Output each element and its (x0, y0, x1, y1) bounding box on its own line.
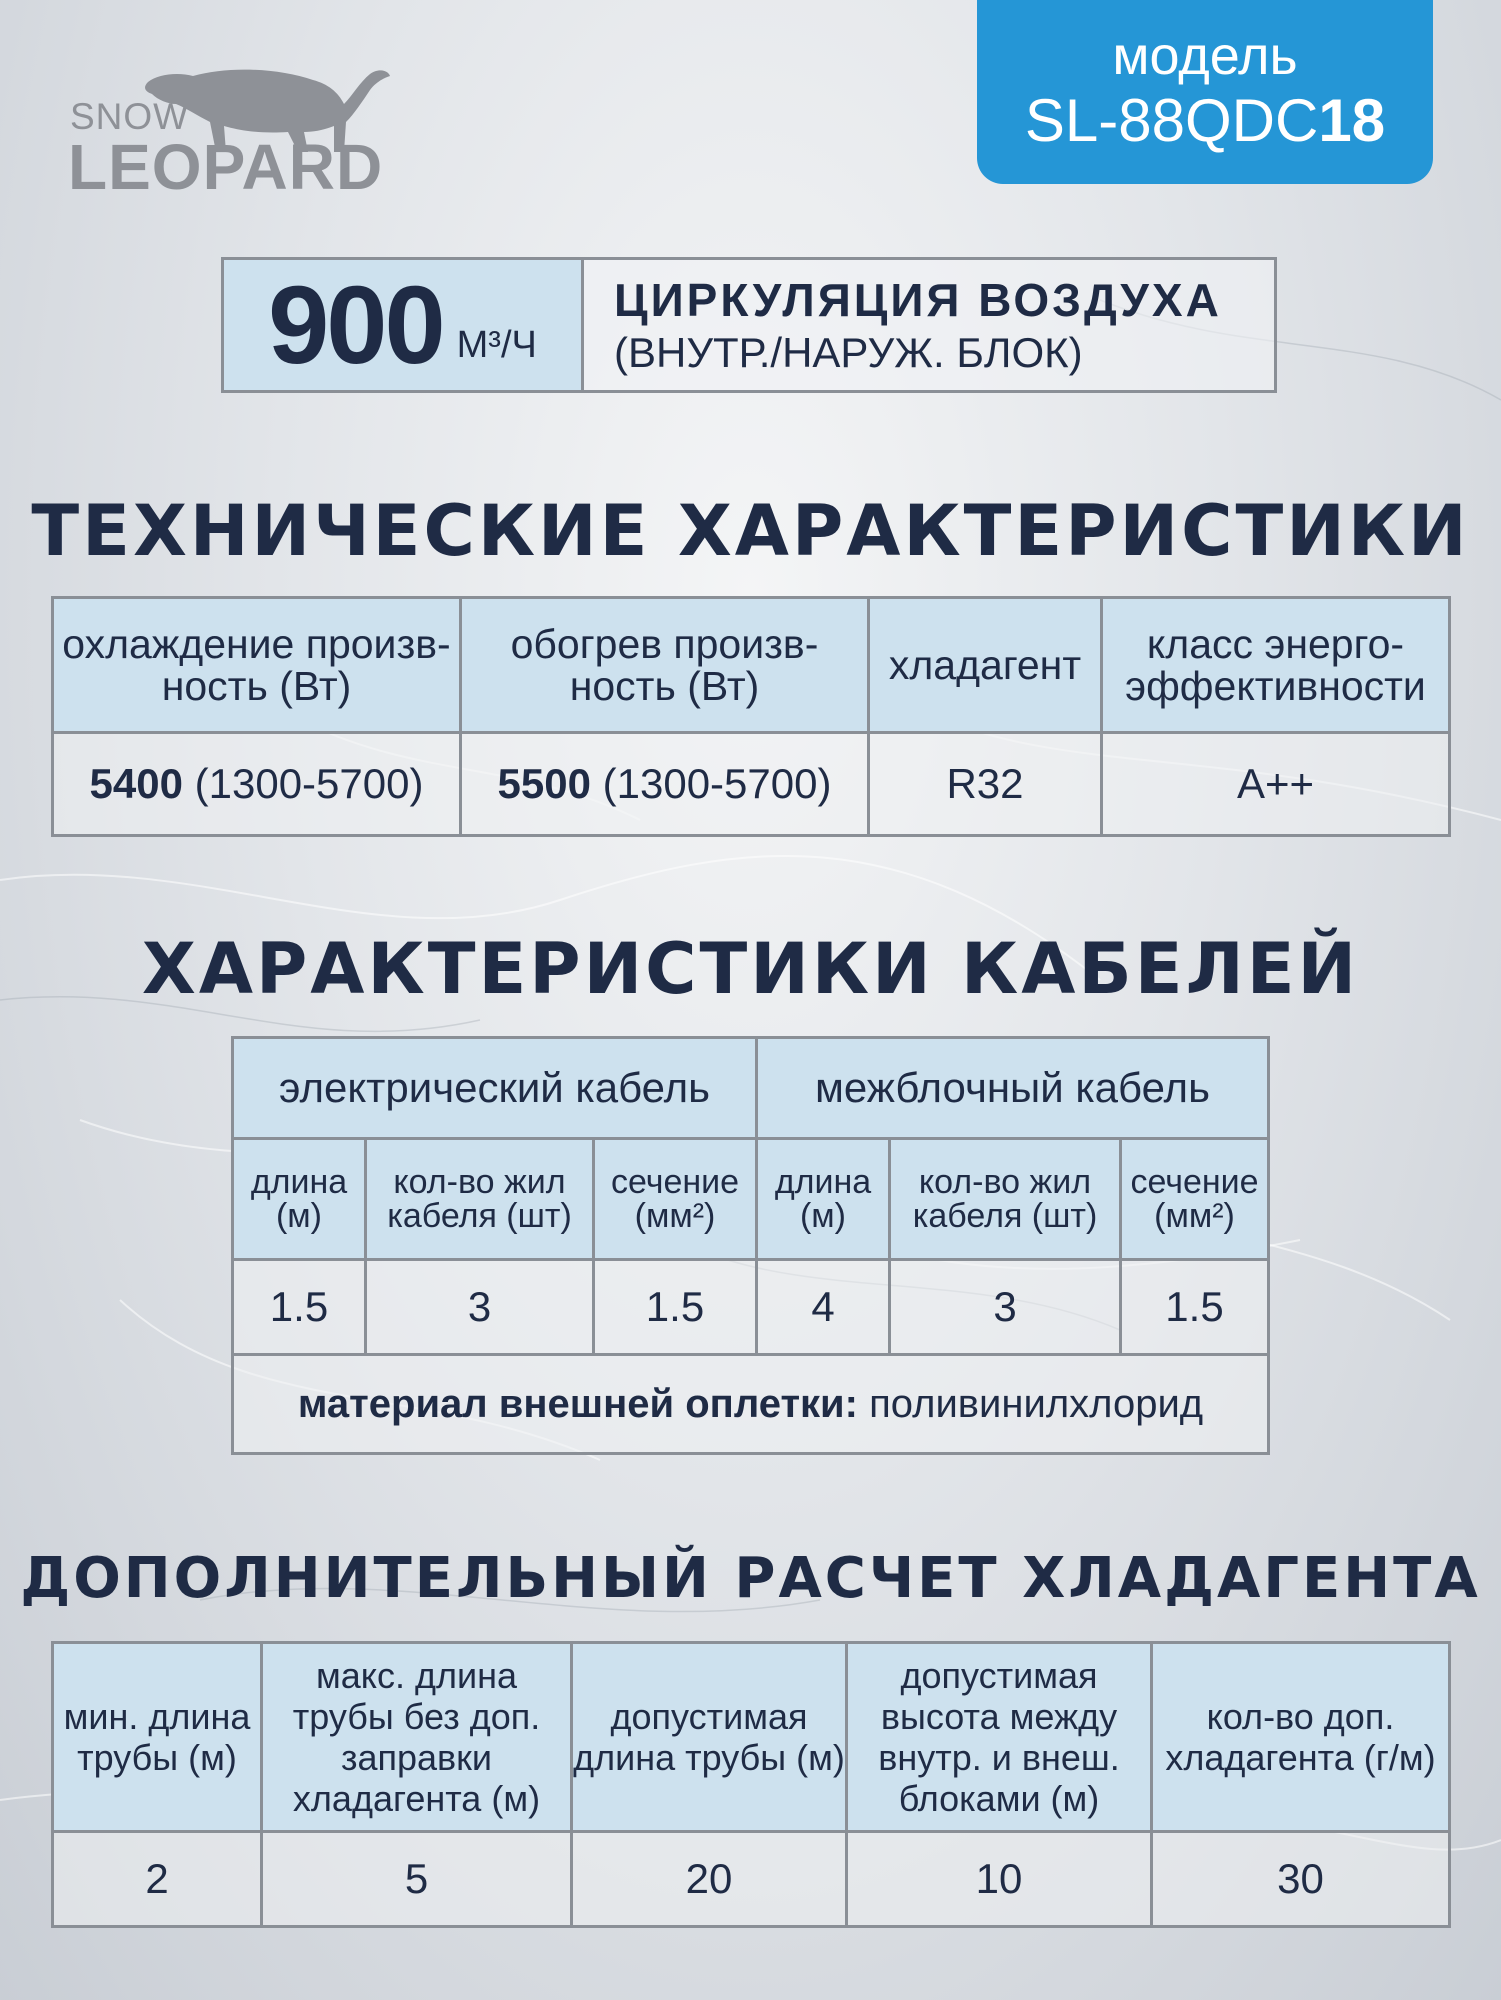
cell-interunit-length: 4 (757, 1260, 890, 1355)
cell-allowed-height: 10 (847, 1832, 1152, 1927)
header-cooling: охлаждение произв-ность (Вт) (53, 598, 461, 733)
table-footer-row (233, 1355, 1269, 1454)
cell-min-pipe-length: 2 (53, 1832, 262, 1927)
header-electric-cable: электрический кабель (233, 1038, 757, 1139)
subheader-length: длина (м) (757, 1139, 890, 1260)
model-code (977, 88, 1433, 154)
subheader-section: сечение (мм²) (1121, 1139, 1269, 1260)
subheader-section: сечение (мм²) (594, 1139, 757, 1260)
cooling-main-value: 5400 (89, 760, 183, 807)
table-header-row (53, 1643, 1450, 1832)
airflow-value-cell (224, 260, 584, 390)
heating-range: (1300-5700) (602, 760, 832, 807)
brand-logo (68, 52, 398, 203)
table-header-row (53, 598, 1450, 733)
table-row (233, 1260, 1269, 1355)
model-code-prefix: SL-88QDC (1024, 87, 1319, 154)
cell-cooling (53, 733, 461, 836)
header-max-pipe-no-charge: макс. длина трубы без доп. заправки хладагента (м) (262, 1643, 572, 1832)
model-label: модель (1112, 26, 1298, 86)
cell-sheath-material (233, 1355, 1269, 1454)
cables-section-title: ХАРАКТЕРИСТИКИ КАБЕЛЕЙ (141, 928, 1360, 1010)
airflow-title: ЦИРКУЛЯЦИЯ ВОЗДУХА (614, 274, 1222, 326)
table-header-row (233, 1038, 1269, 1139)
airflow-description (584, 260, 1274, 390)
subheader-length: длина (м) (233, 1139, 366, 1260)
airflow-box (221, 257, 1277, 393)
cell-interunit-cores: 3 (890, 1260, 1121, 1355)
cell-energy-class: A++ (1102, 733, 1450, 836)
cell-allowed-pipe-length: 20 (572, 1832, 847, 1927)
airflow-subtitle: (ВНУТР./НАРУЖ. БЛОК) (614, 329, 1083, 376)
sheath-label: материал внешней оплетки: (297, 1381, 858, 1426)
cell-max-pipe-no-charge: 5 (262, 1832, 572, 1927)
logo-text-leopard: LEOPARD (68, 131, 384, 203)
header-allowed-height: допустимая высота между внутр. и внеш. блоками (м) (847, 1643, 1152, 1832)
cell-heating (461, 733, 869, 836)
airflow-unit: М³/Ч (456, 323, 537, 366)
logo-text-snow: SNOW (70, 96, 190, 137)
airflow-number: 900 (268, 263, 443, 387)
refrigerant-calc-table (51, 1641, 1451, 1928)
header-allowed-pipe-length: допустимая длина трубы (м) (572, 1643, 847, 1832)
refrigerant-section-title: ДОПОЛНИТЕЛЬНЫЙ РАСЧЕТ ХЛАДАГЕНТА (20, 1546, 1481, 1611)
model-code-suffix: 18 (1318, 87, 1386, 154)
table-row (53, 733, 1450, 836)
cables-table (231, 1036, 1270, 1455)
header-interunit-cable: межблочный кабель (757, 1038, 1269, 1139)
header-min-pipe-length: мин. длина трубы (м) (53, 1643, 262, 1832)
header-heating: обогрев произв-ность (Вт) (461, 598, 869, 733)
cell-electric-length: 1.5 (233, 1260, 366, 1355)
cell-interunit-section: 1.5 (1121, 1260, 1269, 1355)
subheader-cores: кол-во жил кабеля (шт) (366, 1139, 594, 1260)
cell-electric-cores: 3 (366, 1260, 594, 1355)
table-subheader-row (233, 1139, 1269, 1260)
heating-main-value: 5500 (497, 760, 591, 807)
cell-refrigerant: R32 (869, 733, 1102, 836)
subheader-cores: кол-во жил кабеля (шт) (890, 1139, 1121, 1260)
header-refrigerant: хладагент (869, 598, 1102, 733)
cell-extra-refrigerant: 30 (1152, 1832, 1450, 1927)
cooling-range: (1300-5700) (194, 760, 424, 807)
tech-section-title: ТЕХНИЧЕСКИЕ ХАРАКТЕРИСТИКИ (31, 490, 1470, 572)
cell-electric-section: 1.5 (594, 1260, 757, 1355)
header-extra-refrigerant: кол-во доп. хладагента (г/м) (1152, 1643, 1450, 1832)
header-energy-class: класс энерго-эффективности (1102, 598, 1450, 733)
model-badge (977, 0, 1433, 184)
table-row (53, 1832, 1450, 1927)
tech-specs-table (51, 596, 1451, 837)
sheath-value: поливинилхлорид (869, 1381, 1204, 1426)
